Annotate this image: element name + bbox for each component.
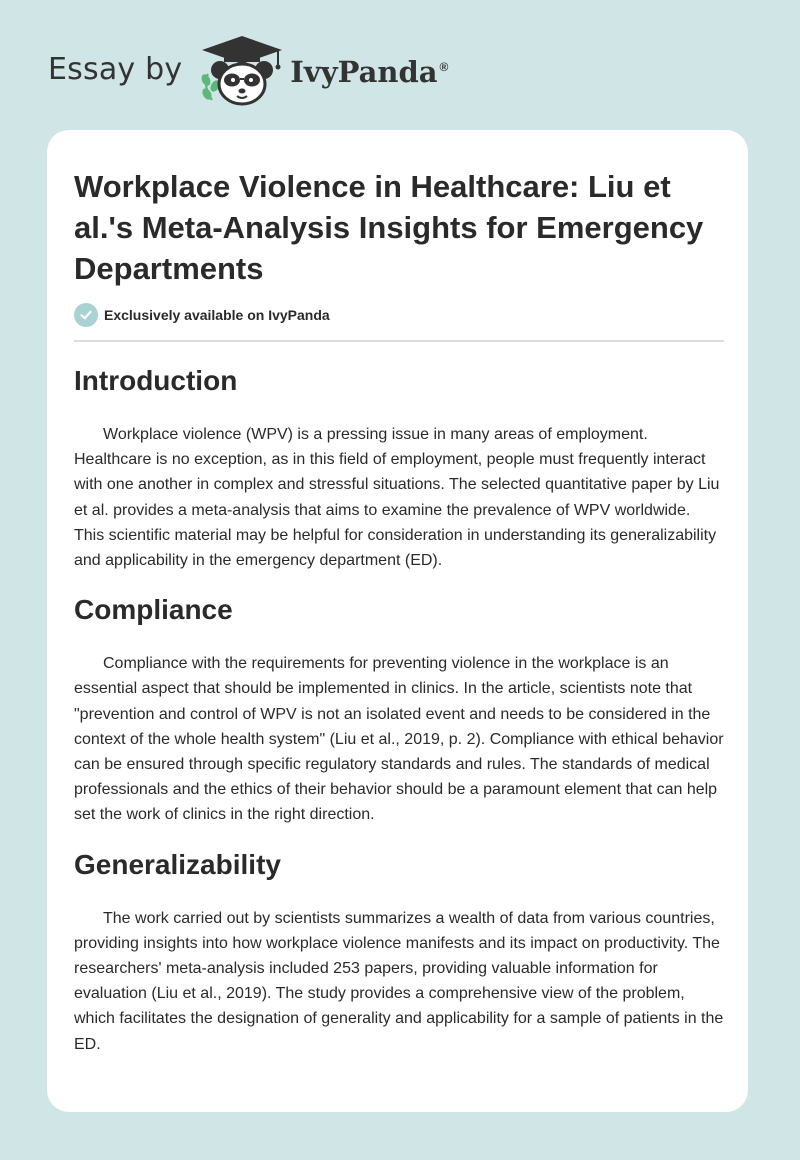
brand-name: IvyPanda ® [290,55,449,89]
check-icon [74,303,98,327]
title-divider [74,340,724,342]
section-paragraph: Compliance with the requirements for preventing violence in the workplace is an essential aspect that should be implemented in clinics. In the article, scientists note that "prevention and control of WPV is not an isolated event and needs to be considered in the context of the whole health system" (Liu et al., 2019, p. 2). Compliance with ethical behavior can be ensured through specific regulatory standards and rules. The standards of medical professionals and the ethics of their behavior should be a paramount element that can help set the work of clinics in the right direction. [74,655,724,824]
section-introduction [74,364,724,573]
essay-by-label: Essay by [48,51,183,87]
panda-mascot-icon [196,34,288,108]
section-heading: Compliance [74,594,233,626]
section-paragraph: Workplace violence (WPV) is a pressing issue in many areas of employment. Healthcare is no exception, as in this field of employment, people must frequently interact with one another in complex and stressful situations. The selected quantitative paper by Liu et al. provides a meta-analysis that aims to examine the prevalence of WPV worldwide. This scientific material may be helpful for consideration in understanding its generalizability and applicability in the emergency department (ED). [74,426,720,570]
section-heading: Introduction [74,365,238,396]
section-compliance [74,593,724,827]
brand-logo[interactable] [48,34,448,108]
section-generalizability [74,848,724,1057]
essay-card [47,130,748,1112]
exclusive-label: Exclusively available on IvyPanda [104,307,330,323]
registered-mark: ® [439,60,449,75]
section-heading: Generalizability [74,848,281,880]
section-paragraph: The work carried out by scientists summarizes a wealth of data from various countries, providing insights into how workplace violence manifests and its impact on productivity. The researchers' meta-analysis included 253 papers, providing valuable information for evaluation (Liu et al., 2019). The study provides a comprehensive view of the problem, which facilitates the designation of generality and applicability for a sample of patients in the ED. [74,909,724,1053]
essay-title: Workplace Violence in Healthcare: Liu et al.'s Meta-Analysis Insights for Emergency Departments [74,169,704,286]
exclusive-notice [74,303,724,327]
essay-content [74,166,724,1057]
